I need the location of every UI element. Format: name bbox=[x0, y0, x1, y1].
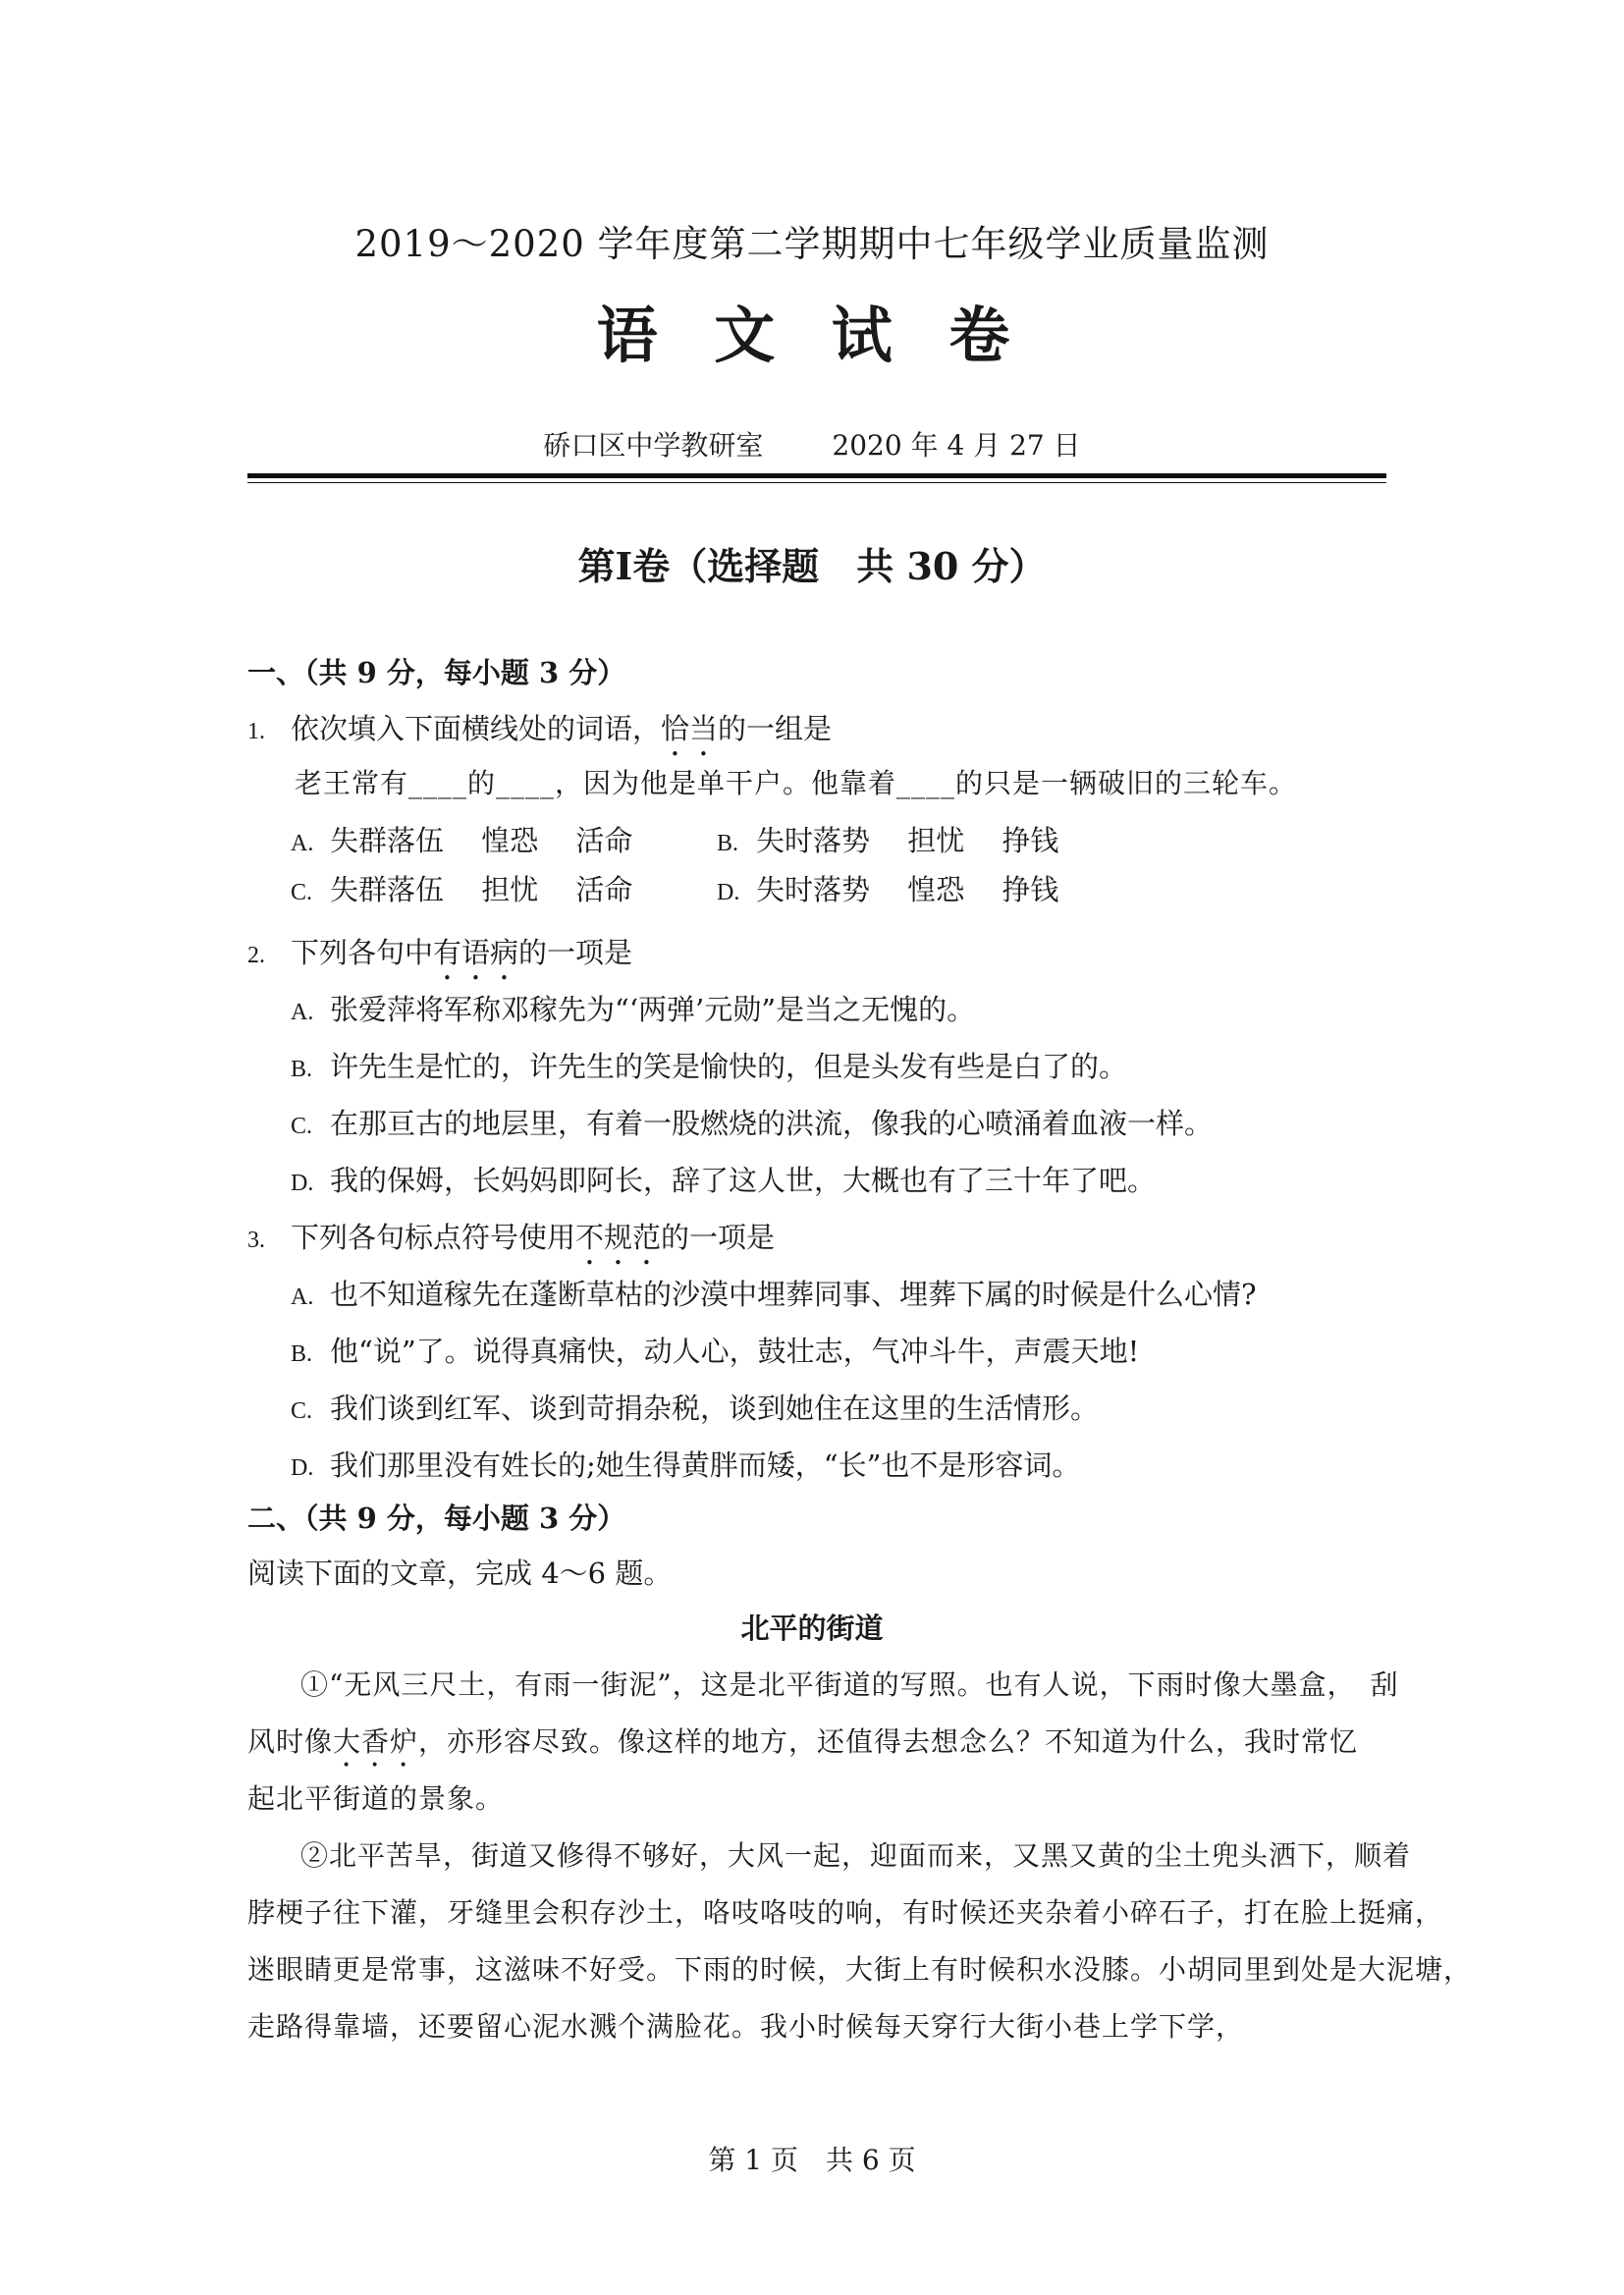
issuer-line bbox=[0, 424, 1624, 464]
question-number: 3. bbox=[247, 1228, 265, 1253]
question-1-material: 老王常有____的____，因为他是单干户。他靠着____的只是一辆破旧的三轮车。 bbox=[295, 767, 1298, 799]
section1-heading: 一、（共 9 分，每小题 3 分） bbox=[247, 656, 626, 689]
paragraph-2-line-1: ②北平苦旱，街道又修得不够好，大风一起，迎面而来，又黑又黄的尘土兜头洒下，顺着 bbox=[300, 1839, 1412, 1872]
page-footer: 第 1 页 共 6 页 bbox=[708, 2144, 916, 2176]
question-3-stem: 3. 下列各句标点符号使用不规范的一项是 bbox=[247, 1221, 776, 1254]
emphasized-text: 大香炉 bbox=[333, 1725, 419, 1758]
exam-date: 2020 年 4 月 27 日 bbox=[832, 429, 1081, 462]
option-1a: A. 失群落伍 惶恐 活命 bbox=[291, 824, 633, 857]
option-2a: A. 张爱萍将军称邓稼先为“‘两弹’元勋”是当之无愧的。 bbox=[291, 993, 976, 1026]
emphasized-text: 不规范 bbox=[575, 1221, 662, 1254]
emphasized-text: 恰当 bbox=[661, 712, 719, 745]
question-number: 2. bbox=[247, 943, 265, 968]
option-1b: B. 失时落势 担忧 挣钱 bbox=[717, 824, 1059, 857]
option-2c: C. 在那亘古的地层里，有着一股燃烧的洪流，像我的心喷涌着血液一样。 bbox=[291, 1107, 1214, 1140]
paragraph-1-line-3: 起北平街道的景象。 bbox=[247, 1782, 505, 1815]
paragraph-2-line-2: 脖梗子往下灌，牙缝里会积存沙土，咯吱咯吱的响，有时候还夹杂着小碎石子，打在脸上挺痛， bbox=[247, 1896, 1444, 1929]
question-2-stem: 2. 下列各句中有语病的一项是 bbox=[247, 936, 633, 969]
option-3b: B. 他“说”了。说得真痛快，动人心，鼓壮志，气冲斗牛，声震天地! bbox=[291, 1335, 1140, 1368]
question-1-stem: 1. 依次填入下面横线处的词语，恰当的一组是 bbox=[247, 712, 833, 745]
subject-title: 语 文 试 卷 bbox=[596, 300, 1028, 371]
emphasized-text: 有语病 bbox=[433, 936, 519, 969]
paragraph-2-line-4: 走路得靠墙，还要留心泥水溅个满脸花。我小时候每天穿行大街小巷上学下学， bbox=[247, 2010, 1245, 2043]
paragraph-1-line-2: 风时像大香炉，亦形容尽致。像这样的地方，还值得去想念么？不知道为什么，我时常忆 bbox=[247, 1725, 1359, 1758]
part-title: 第Ⅰ卷（选择题 共 30 分） bbox=[577, 544, 1047, 588]
section2-heading: 二、（共 9 分，每小题 3 分） bbox=[247, 1502, 626, 1535]
option-1d: D. 失时落势 惶恐 挣钱 bbox=[717, 873, 1059, 906]
issuer: 硚口区中学教研室 bbox=[543, 429, 764, 462]
option-2b: B. 许先生是忙的，许先生的笑是愉快的，但是头发有些是白了的。 bbox=[291, 1050, 1128, 1083]
header-rule-thick bbox=[247, 473, 1386, 478]
option-3c: C. 我们谈到红军、谈到苛捐杂税，谈到她住在这里的生活情形。 bbox=[291, 1392, 1100, 1425]
option-1c: C. 失群落伍 担忧 活命 bbox=[291, 873, 633, 906]
option-3d: D. 我们那里没有姓长的;她生得黄胖而矮，“长”也不是形容词。 bbox=[291, 1448, 1081, 1482]
header-rule-thin bbox=[247, 482, 1386, 483]
reading-instruction: 阅读下面的文章，完成 4～6 题。 bbox=[247, 1557, 673, 1590]
paragraph-1-line-1: ①“无风三尺土，有雨一街泥”，这是北平街道的写照。也有人说，下雨时像大墨盒， 刮 bbox=[300, 1668, 1399, 1701]
option-2d: D. 我的保姆，长妈妈即阿长，辞了这人世，大概也有了三十年了吧。 bbox=[291, 1164, 1157, 1197]
option-3a: A. 也不知道稼先在蓬断草枯的沙漠中埋葬同事、埋葬下属的时候是什么心情? bbox=[291, 1278, 1257, 1311]
paragraph-2-line-3: 迷眼睛更是常事，这滋味不好受。下雨的时候，大街上有时候积水没膝。小胡同里到处是大泥塘， bbox=[247, 1953, 1473, 1986]
exam-title: 2019～2020 学年度第二学期期中七年级学业质量监测 bbox=[354, 223, 1270, 265]
article-title: 北平的街道 bbox=[740, 1612, 884, 1645]
question-number: 1. bbox=[247, 719, 265, 744]
